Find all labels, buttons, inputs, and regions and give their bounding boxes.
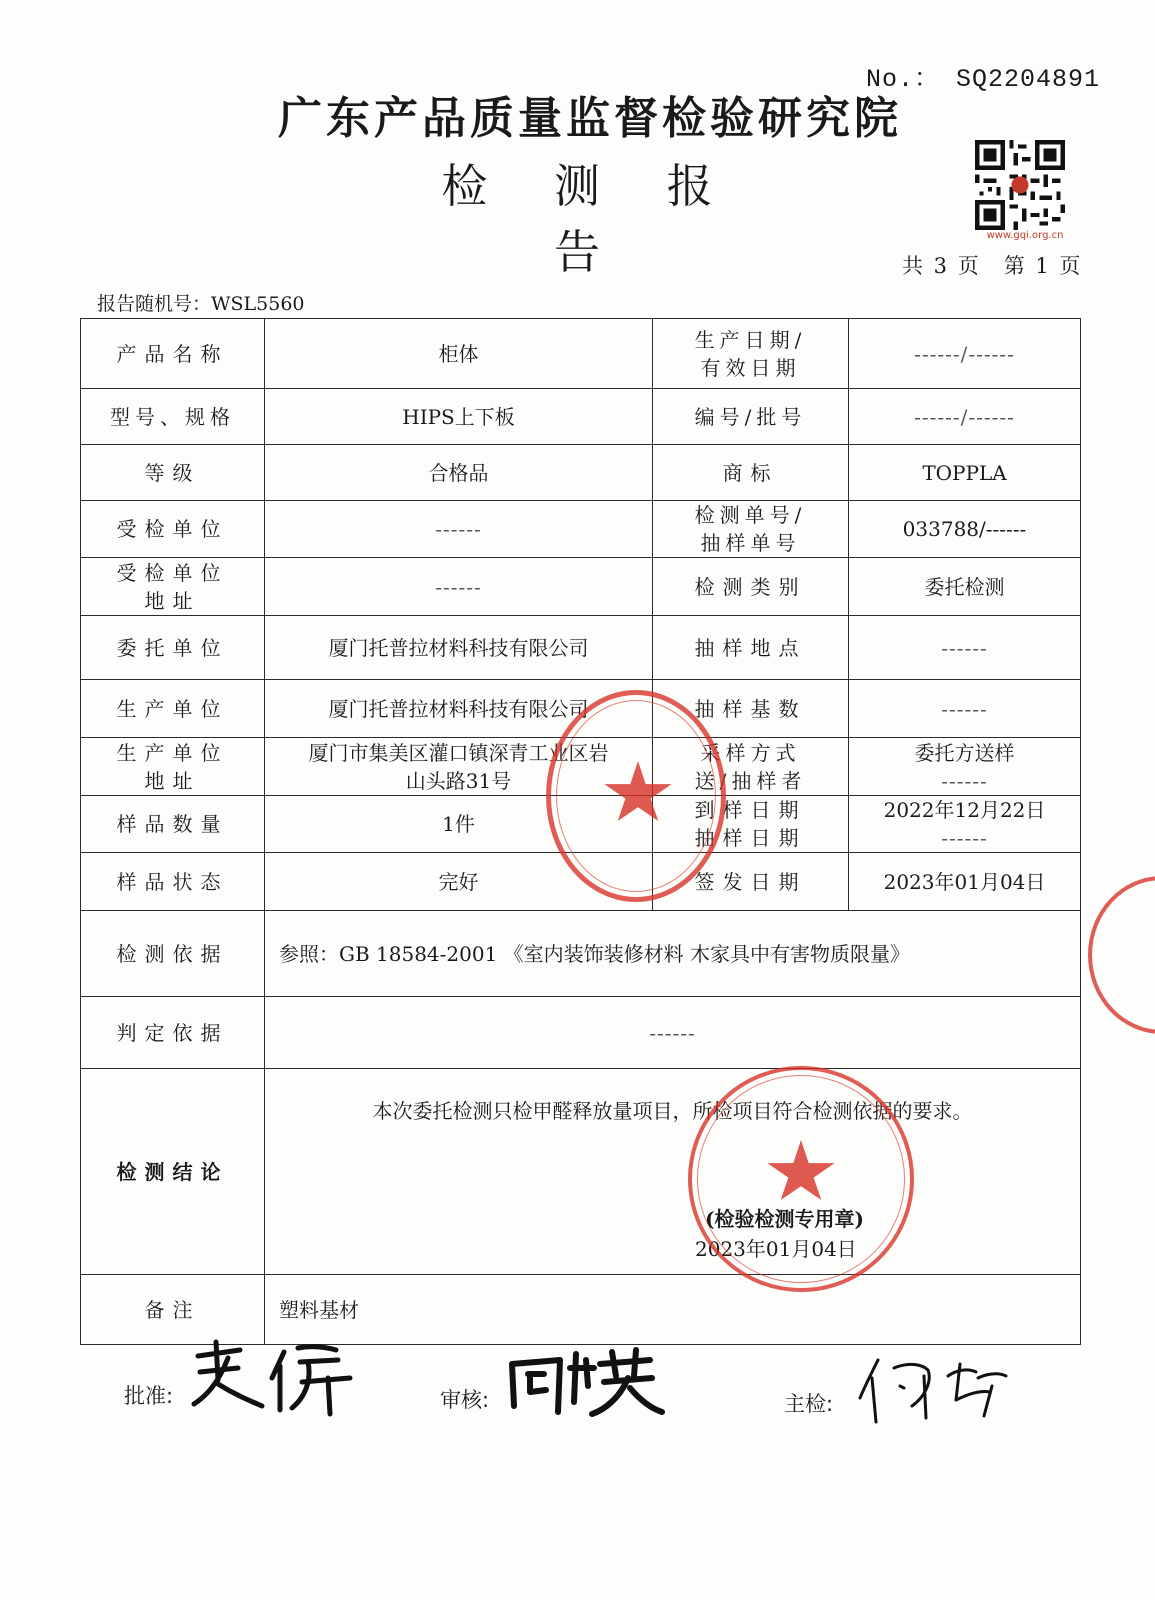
inspected-address-value: ------ [265,558,653,616]
batch-value: ------/------ [849,389,1081,445]
sampling-method-line2: ------ [941,768,988,793]
inspector-signature [856,1346,1016,1426]
qr-url: www.gqi.org.cn [986,230,1064,241]
table-row [81,389,1081,445]
model-value: HIPS上下板 [265,389,653,445]
production-date-value: ------/------ [849,319,1081,389]
reviewer-signature [500,1342,675,1422]
arrival-date-label-line1: 到样日期 [694,798,807,822]
production-date-label [653,319,849,389]
table-row [81,319,1081,389]
sampling-base-value: ------ [849,680,1081,738]
table-row [81,501,1081,558]
report-number: No.： SQ2204891 [866,65,1101,94]
grade-value: 合格品 [265,445,653,501]
approve-label: 批准: [124,1384,174,1408]
table-row [81,1069,1081,1275]
product-name-label: 产品名称 [81,319,265,389]
issue-date-label: 签发日期 [653,853,849,911]
sampling-place-label: 抽样地点 [653,616,849,680]
inspector-label: 主检: [784,1392,834,1416]
test-basis-label: 检测依据 [81,911,265,997]
inspected-unit-value: ------ [265,501,653,558]
remark-value: 塑料基材 [265,1275,1081,1345]
sampling-base-label: 抽样基数 [653,680,849,738]
conclusion-label: 检测结论 [81,1069,265,1275]
document-title: 检 测 报 告 [441,159,739,279]
sampling-method-label-line1: 采样方式 [700,740,801,765]
conclusion-text: 本次委托检测只检甲醛释放量项目，所检项目符合检测依据的要求。 [372,1099,973,1123]
sampling-method-value [849,738,1081,796]
inspected-address-label-line2: 地址 [144,588,201,613]
company-seal [546,690,726,902]
quantity-label: 样品数量 [81,796,265,853]
inspected-address-label-line1: 受检单位 [116,560,229,585]
producer-address-line1: 厦门市集美区灌口镇深青工业区岩 [308,740,609,765]
sampling-place-value: ------ [849,616,1081,680]
institute-seal [688,1066,914,1292]
producer-value: 厦门托普拉材料科技有限公司 [265,680,653,738]
issue-date-value: 2023年01月04日 [849,853,1081,911]
test-type-value: 委托检测 [849,558,1081,616]
arrival-date-label-line2: 抽样日期 [694,826,807,850]
inspected-unit-label: 受检单位 [81,501,265,558]
producer-address-line2: 山头路31号 [405,768,512,793]
inspected-address-label [81,558,265,616]
product-name-value: 柜体 [265,319,653,389]
producer-address-label [81,738,265,796]
client-label: 委托单位 [81,616,265,680]
seal-caption: (检验检测专用章) [705,1207,864,1231]
batch-label: 编号/批号 [653,389,849,445]
arrival-date-value [849,796,1081,853]
page-count: 共 3 页 第 1 页 [902,254,1083,278]
brand-value: TOPPLA [849,445,1081,501]
model-label: 型号、规格 [81,389,265,445]
test-number-value: 033788/------ [849,501,1081,558]
table-row [81,997,1081,1069]
table-row [81,911,1081,997]
test-basis-value: 参照：GB 18584-2001 《室内装饰装修材料 木家具中有害物质限量》 [265,911,1081,997]
test-type-label: 检测类别 [653,558,849,616]
review-label: 审核: [440,1388,490,1412]
remark-label: 备注 [81,1275,265,1345]
judgment-basis-value: ------ [265,997,1081,1069]
table-row [81,445,1081,501]
seal-date: 2023年01月04日 [695,1237,857,1261]
sample-state-label: 样品状态 [81,853,265,911]
table-row [81,616,1081,680]
production-date-label-line1: 生产日期/ [694,327,807,352]
sample-state-value: 完好 [265,853,653,911]
test-number-label-line1: 检测单号/ [694,503,807,527]
test-number-label [653,501,849,558]
quantity-value: 1件 [265,796,653,853]
test-number-label-line2: 抽样单号 [700,531,801,555]
sampling-method-label-line2: 送/抽样者 [694,768,807,793]
conclusion-cell [265,1069,1081,1275]
producer-label: 生产单位 [81,680,265,738]
sampling-method-line1: 委托方送样 [914,740,1015,765]
arrival-date-line2: ------ [941,826,988,850]
producer-address-label-line1: 生产单位 [116,740,229,765]
arrival-date-line1: 2022年12月22日 [883,798,1046,822]
producer-address-label-line2: 地址 [144,768,201,793]
approver-signature [188,1338,363,1418]
edge-seal [1088,876,1155,1034]
grade-label: 等级 [81,445,265,501]
production-date-label-line2: 有效日期 [700,355,801,380]
brand-label: 商标 [653,445,849,501]
qr-code [972,140,1068,230]
judgment-basis-label: 判定依据 [81,997,265,1069]
table-row [81,1275,1081,1345]
table-row [81,558,1081,616]
institute-name: 广东产品质量监督检验研究院 [278,93,902,144]
report-random-number: 报告随机号：WSL5560 [97,293,305,315]
client-value: 厦门托普拉材料科技有限公司 [265,616,653,680]
